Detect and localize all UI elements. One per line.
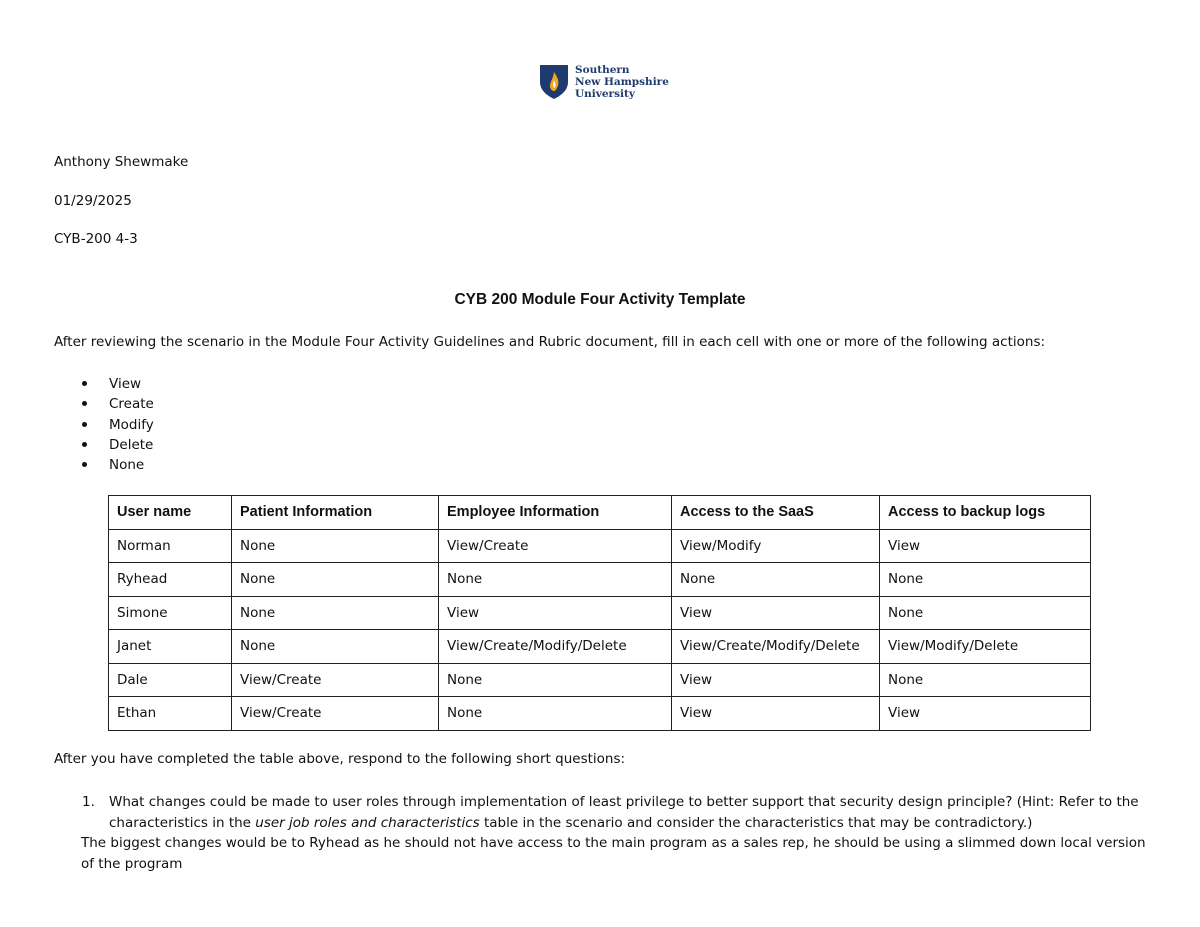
document-title: CYB 200 Module Four Activity Template (454, 291, 746, 308)
action-item: View (78, 375, 154, 395)
table-cell: View (672, 697, 880, 731)
logo-line-1: Southern (575, 64, 630, 76)
table-row (109, 529, 1091, 563)
access-table (108, 495, 1091, 731)
table-cell: None (232, 630, 439, 664)
table-row (109, 697, 1091, 731)
course-code: CYB-200 4-3 (54, 231, 138, 247)
header-saas-access: Access to the SaaS (672, 496, 880, 530)
table-cell: None (880, 663, 1091, 697)
table-cell: None (672, 563, 880, 597)
table-cell: View (880, 697, 1091, 731)
table-cell: None (439, 663, 672, 697)
table-cell: Ryhead (109, 563, 232, 597)
table-cell: None (880, 563, 1091, 597)
table-cell: View (672, 596, 880, 630)
table-cell: None (439, 563, 672, 597)
table-cell: View/Modify (672, 529, 880, 563)
author-name: Anthony Shewmake (54, 154, 189, 170)
table-cell: Norman (109, 529, 232, 563)
shield-flame-icon (539, 64, 569, 100)
action-item: None (78, 456, 154, 476)
question-text-before: What changes could be made to user roles through implementation of least privilege to better support that security design principle? (Hint: Refer to the characteristics in the (109, 794, 1139, 831)
question-text-after: table in the scenario and consider the characteristics that may be contradictory.) (479, 814, 1033, 831)
question-1 (78, 792, 1148, 833)
table-cell: View (672, 663, 880, 697)
table-cell: Dale (109, 663, 232, 697)
question-text (109, 792, 1148, 833)
table-cell: Janet (109, 630, 232, 664)
logo-line-2: New Hampshire (575, 76, 669, 88)
table-header-row (109, 496, 1091, 530)
table-row (109, 596, 1091, 630)
logo-line-3: University (575, 88, 635, 100)
header-backup-logs-access: Access to backup logs (880, 496, 1091, 530)
actions-list (78, 375, 154, 476)
table-cell: View/Create (439, 529, 672, 563)
document-date: 01/29/2025 (54, 193, 132, 209)
action-item: Create (78, 395, 154, 415)
table-cell: None (232, 529, 439, 563)
table-cell: None (232, 563, 439, 597)
table-row (109, 630, 1091, 664)
after-table-paragraph: After you have completed the table above, respond to the following short questions: (54, 751, 626, 767)
table-cell: None (439, 697, 672, 731)
question-number: 1. (82, 794, 95, 810)
answer-1: The biggest changes would be to Ryhead as he should not have access to the main program as a sales rep, he should be using a slimmed down local version of the program (81, 835, 1146, 872)
table-cell: Ethan (109, 697, 232, 731)
table-cell: Simone (109, 596, 232, 630)
header-employee-information: Employee Information (439, 496, 672, 530)
table-cell: View (880, 529, 1091, 563)
table-cell: None (232, 596, 439, 630)
table-cell: None (880, 596, 1091, 630)
header-user-name: User name (109, 496, 232, 530)
table-row (109, 663, 1091, 697)
table-cell: View/Create/Modify/Delete (439, 630, 672, 664)
table-cell: View/Create/Modify/Delete (672, 630, 880, 664)
table-cell: View (439, 596, 672, 630)
intro-paragraph: After reviewing the scenario in the Module Four Activity Guidelines and Rubric document, fill in each cell with one or more of the following actions: (54, 334, 1046, 350)
university-logo (539, 64, 669, 100)
action-item: Delete (78, 436, 154, 456)
table-row (109, 563, 1091, 597)
table-cell: View/Modify/Delete (880, 630, 1091, 664)
header-patient-information: Patient Information (232, 496, 439, 530)
table-cell: View/Create (232, 697, 439, 731)
action-item: Modify (78, 416, 154, 436)
question-text-italic: user job roles and characteristics (255, 814, 480, 831)
table-cell: View/Create (232, 663, 439, 697)
